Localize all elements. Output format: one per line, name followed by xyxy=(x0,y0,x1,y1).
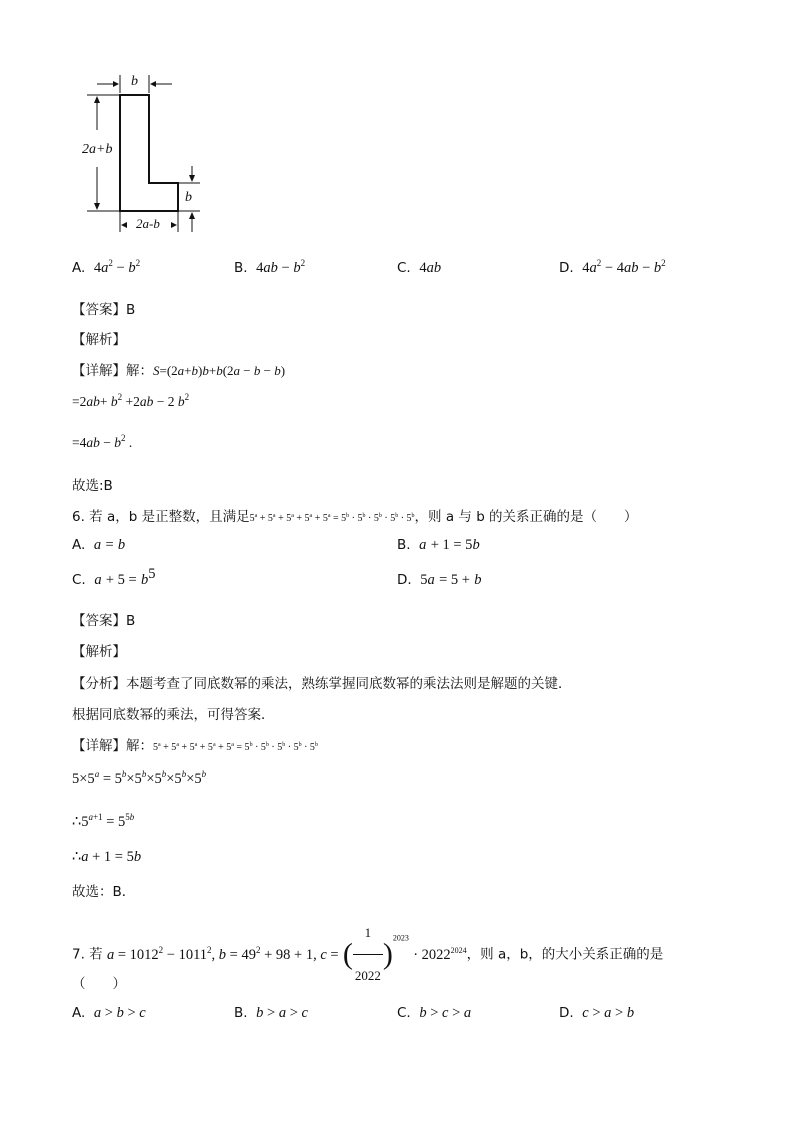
q6-fenxi: 【分析】本题考查了同底数幂的乘法，熟练掌握同底数幂的乘法法则是解题的关键． xyxy=(72,676,572,692)
figure-label-top-b: b xyxy=(131,74,138,89)
figure-label-right-b: b xyxy=(185,190,192,205)
q6-option-b: B. a + 1 = 5b xyxy=(397,537,480,553)
q7-option-c: C. b > c > a xyxy=(397,1005,472,1021)
q6-stem: 6. 若 a，b 是正整数，且满足$5^a + 5^a + 5^a + 5^a + 5^a = 5^b \cdot 5^b \cdot 5^b \cdot 5^b \cdot 5^b$，则 a 与 b 的关系正确的是（ ） xyxy=(72,509,638,525)
q6-analysis: 【解析】 xyxy=(72,644,126,660)
q6-option-d: D. 5a = 5 + b xyxy=(397,572,482,588)
q5-detail: 【详解】解：S=(2a+b)b+b(2a − b − b) xyxy=(72,363,286,379)
q6-option-a: A. a = b xyxy=(72,537,126,553)
q5-option-d: D. $4a^2 - 4ab - b^2$ xyxy=(559,258,666,276)
q6-choose: 故选：B． xyxy=(72,884,136,900)
q6-step2: $\therefore 5^{a+1} = 5^{5b}$ xyxy=(72,812,135,830)
l-shape-outline xyxy=(120,95,178,211)
q6-answer: 【答案】B xyxy=(72,613,136,629)
q5-step3: $=4ab - b^2$ . xyxy=(72,433,133,450)
q7-option-b: B. b > a > c xyxy=(234,1005,308,1021)
q5-analysis: 【解析】 xyxy=(72,332,126,348)
figure-label-bottom: 2a-b xyxy=(136,216,160,231)
figure-label-left: 2a+b xyxy=(82,142,113,157)
q6-detail: 【详解】解：$5^a + 5^a + 5^a + 5^a + 5^a = 5^b \cdot 5^b \cdot 5^b \cdot 5^b \cdot 5^b$ xyxy=(72,738,318,754)
q5-option-b: B. $4ab - b^2$ xyxy=(234,258,306,276)
q6-option-c: C. $a + 5 = b^5$ xyxy=(72,566,156,588)
q5-option-c: C. 4ab xyxy=(397,260,442,276)
q6-step1: $5\times 5^a = 5^b\times 5^b\times 5^b\times 5^b\times 5^b$ xyxy=(72,769,207,787)
q5-option-a: A. $4a^2 - b^2$ xyxy=(72,258,141,276)
q7-paren: （ ） xyxy=(72,976,126,992)
q5-choose: 故选:B xyxy=(72,478,113,494)
q7-option-d: D. c > a > b xyxy=(559,1005,635,1021)
q6-step3: ∴a + 1 = 5b xyxy=(72,849,142,865)
q7-stem: 7. 若 $a = 1012^2 - 1011^2$, $b = 49^2 + 98 + 1$, c = ( $\frac{1}{2022}$ )$^{2023} \cdot 2022^{2024}$，则 a，b，的大小关系正确的是 xyxy=(72,912,663,997)
q5-answer: 【答案】B xyxy=(72,302,136,318)
q5-step2: $=2ab+ b^2 +2ab - 2$ $b^2$ xyxy=(72,392,190,409)
q7-option-a: A. a > b > c xyxy=(72,1005,146,1021)
q6-yiju: 根据同底数幂的乘法，可得答案． xyxy=(72,707,275,723)
